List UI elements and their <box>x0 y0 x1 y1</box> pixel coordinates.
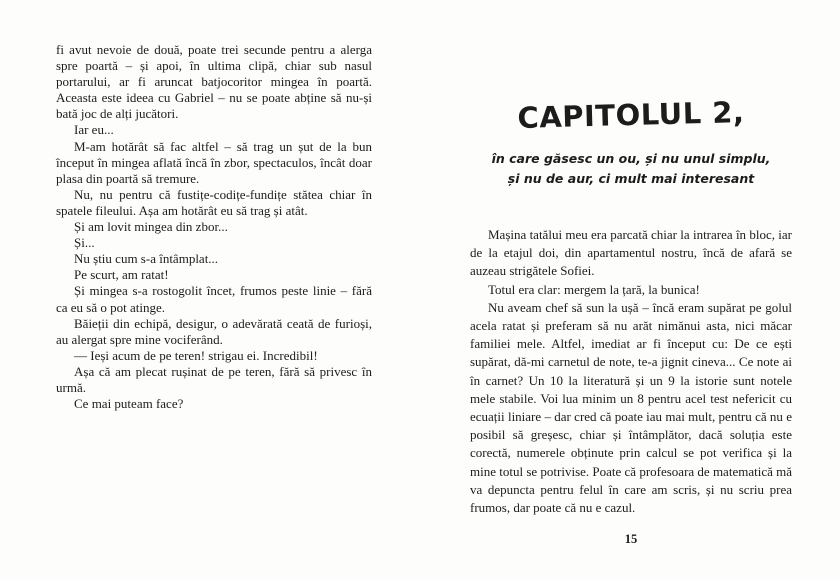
chapter-title: CAPITOLUL 2, <box>517 95 745 135</box>
right-page <box>470 0 792 579</box>
chapter-subtitle-line-2: și nu de aur, ci mult mai interesant <box>507 171 755 186</box>
paragraph: Pe scurt, am ratat! <box>74 267 169 283</box>
paragraph: Mașina tatălui meu era parcată chiar la intrarea în bloc, iar de la etajul doi, din apartamentul nostru, încă de afară se auzeau strigătele Sofiei. <box>470 227 792 279</box>
paragraph: Totul era clar: mergem la țară, la bunica! <box>488 281 700 297</box>
chapter-subtitle <box>470 149 792 189</box>
left-page <box>56 42 372 412</box>
paragraph: fi avut nevoie de două, poate trei secunde pentru a alerga spre poartă – și apoi, în ultima clipă, chiar sub nasul portarului, ar fi aruncat batjocoritor mingea în poartă. Aceasta este ideea cu Gabriel – nu se poate abține să nu-și bată joc de alți jucători. <box>56 42 372 122</box>
paragraph: Băieții din echipă, desigur, o adevărată ceată de furioși, au alergat spre mine vociferând. <box>56 315 372 347</box>
paragraph: Și am lovit mingea din zbor... <box>74 219 228 235</box>
chapter-subtitle-line-1: în care găsesc un ou, și nu unul simplu, <box>491 151 771 166</box>
paragraph: Și... <box>74 235 95 251</box>
paragraph: Ce mai puteam face? <box>74 396 184 412</box>
paragraph: Așa că am plecat rușinat de pe teren, fără să privesc în urmă. <box>56 363 372 395</box>
right-page-body <box>470 226 792 517</box>
paragraph: M-am hotărât să fac altfel – să trag un șut de la bun început în mingea aflată încă în zbor, spectaculos, încât doar plasa din poartă să tremure. <box>56 138 372 186</box>
paragraph: Nu, nu pentru că fustițe-codițe-fundițe stătea chiar în spatele fileului. Așa am hotărât eu să trag și atât. <box>56 186 372 218</box>
paragraph: Și mingea s-a rostogolit încet, frumos peste linie – fără ca eu să o pot atinge. <box>56 283 372 315</box>
paragraph: — Ieși acum de pe teren! strigau ei. Incredibil! <box>74 347 318 363</box>
paragraph: Iar eu... <box>74 122 114 138</box>
paragraph: Nu știu cum s-a întâmplat... <box>74 251 219 267</box>
paragraph: Nu aveam chef să sun la ușă – încă eram supărat pe golul acela ratat și preferam să nu arăt nimănui asta, nici măcar familiei mele. Altfel, imediat ar fi început cu: De ce ești supărat, dă-mi carnetul de note, te-a jignit cineva... Ce note ai în carnet? Un 10 la literatură și un 9 la istorie sunt notele mele stabile. Voi lua minim un 8 pentru acel test nefericit cu ecuații liniare – dar cred că poate iau mai mult, pentru că nu e posibil să greșesc, chiar și întâmplător, dacă soluția este corectă, numerele obținute prin calcul se pot verifica și la mine totul se potrivise. Poate că profesoara de matematică mă va depuncta pentru felul în care am scris, și nu scriu prea frumos, dar poate că nu e cazul. <box>470 299 792 516</box>
page-number: 15 <box>624 532 638 546</box>
